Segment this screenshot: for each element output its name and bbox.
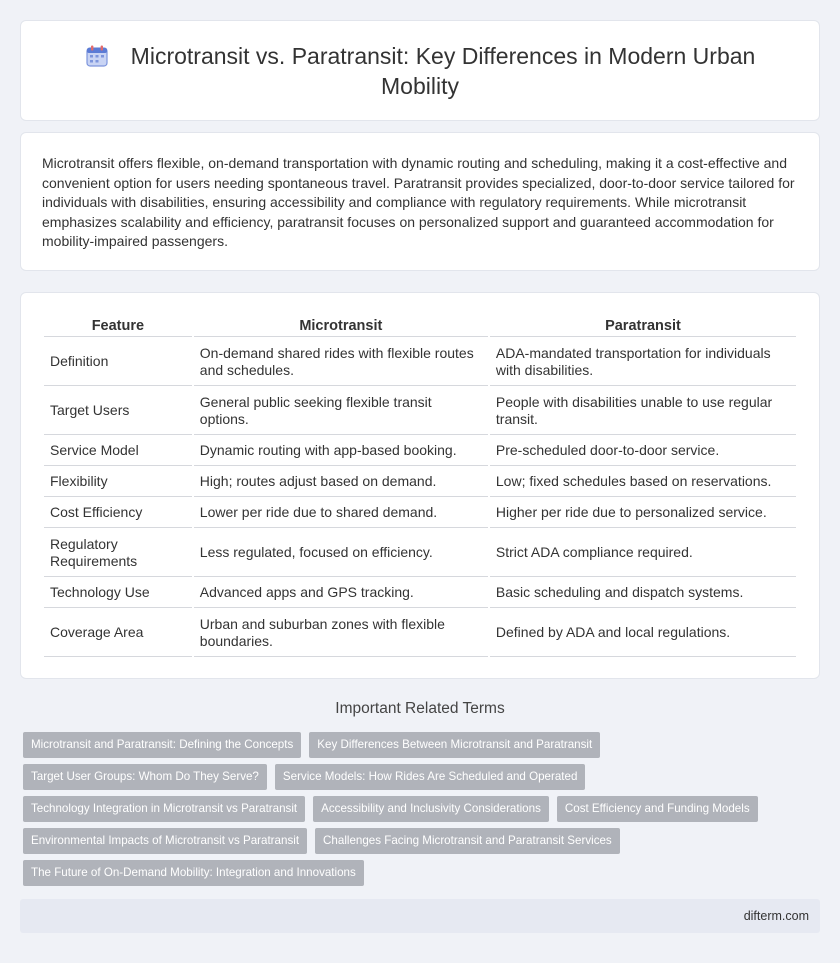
table-row (44, 610, 796, 657)
feature-cell: Definition (44, 339, 192, 386)
microtransit-cell: Urban and suburban zones with flexible boundaries. (194, 610, 488, 657)
tag-row (23, 764, 823, 790)
table-row (44, 437, 796, 466)
paratransit-cell: Basic scheduling and dispatch systems. (490, 579, 796, 608)
microtransit-cell: On-demand shared rides with flexible routes and schedules. (194, 339, 488, 386)
tag-row (23, 828, 823, 854)
related-term-tag[interactable]: Cost Efficiency and Funding Models (557, 796, 758, 822)
table-row (44, 530, 796, 577)
tag-row (23, 796, 823, 822)
related-term-tag[interactable]: Service Models: How Rides Are Scheduled and Operated (275, 764, 586, 790)
related-term-tag[interactable]: Microtransit and Paratransit: Defining the Concepts (23, 732, 301, 758)
comparison-table (42, 313, 798, 659)
footer (20, 899, 820, 933)
paratransit-cell: Low; fixed schedules based on reservations. (490, 468, 796, 497)
table-row (44, 468, 796, 497)
header-card (20, 20, 820, 121)
table-header-row (44, 315, 796, 337)
table-row (44, 388, 796, 435)
footer-site-link[interactable]: difterm.com (743, 909, 809, 923)
table-row (44, 579, 796, 608)
related-term-tag[interactable]: Technology Integration in Microtransit vs Paratransit (23, 796, 305, 822)
summary-card (20, 132, 820, 271)
page-title (61, 41, 779, 101)
microtransit-cell: High; routes adjust based on demand. (194, 468, 488, 497)
comparison-table-card (20, 292, 820, 679)
table-row (44, 499, 796, 528)
summary-text: Microtransit offers flexible, on-demand transportation with dynamic routing and scheduling, making it a cost-effective and convenient option for users needing spontaneous travel. Paratransit provides specialized, door-to-door service tailored for individuals with disabilities, ensuring accessibility and compliance with regulatory requirements. While microtransit emphasizes scalability and efficiency, paratransit focuses on personalized support and guaranteed accommodation for mobility-impaired passengers. (42, 155, 795, 250)
related-term-tag[interactable]: Accessibility and Inclusivity Considerations (313, 796, 549, 822)
microtransit-cell: Dynamic routing with app-based booking. (194, 437, 488, 466)
related-term-tag[interactable]: Environmental Impacts of Microtransit vs Paratransit (23, 828, 307, 854)
paratransit-cell: Pre-scheduled door-to-door service. (490, 437, 796, 466)
paratransit-cell: People with disabilities unable to use regular transit. (490, 388, 796, 435)
table-row (44, 339, 796, 386)
tag-row (23, 860, 823, 886)
feature-cell: Cost Efficiency (44, 499, 192, 528)
feature-cell: Regulatory Requirements (44, 530, 192, 577)
header-microtransit: Microtransit (194, 315, 488, 337)
page-title-text: Microtransit vs. Paratransit: Key Differences in Modern Urban Mobility (130, 42, 756, 99)
related-term-tag[interactable]: Key Differences Between Microtransit and Paratransit (309, 732, 600, 758)
related-terms-heading: Important Related Terms (335, 700, 505, 717)
microtransit-cell: Lower per ride due to shared demand. (194, 499, 488, 528)
header-inner (21, 21, 819, 120)
microtransit-cell: Less regulated, focused on efficiency. (194, 530, 488, 577)
related-term-tag[interactable]: Target User Groups: Whom Do They Serve? (23, 764, 267, 790)
paratransit-cell: ADA-mandated transportation for individuals with disabilities. (490, 339, 796, 386)
tag-row (23, 732, 823, 758)
calendar-icon (85, 44, 109, 68)
feature-cell: Flexibility (44, 468, 192, 497)
header-feature: Feature (44, 315, 192, 337)
feature-cell: Technology Use (44, 579, 192, 608)
feature-cell: Service Model (44, 437, 192, 466)
microtransit-cell: Advanced apps and GPS tracking. (194, 579, 488, 608)
feature-cell: Target Users (44, 388, 192, 435)
paratransit-cell: Defined by ADA and local regulations. (490, 610, 796, 657)
microtransit-cell: General public seeking flexible transit options. (194, 388, 488, 435)
feature-cell: Coverage Area (44, 610, 192, 657)
paratransit-cell: Higher per ride due to personalized service. (490, 499, 796, 528)
related-terms-list (23, 732, 823, 892)
paratransit-cell: Strict ADA compliance required. (490, 530, 796, 577)
header-paratransit: Paratransit (490, 315, 796, 337)
related-term-tag[interactable]: Challenges Facing Microtransit and Paratransit Services (315, 828, 620, 854)
related-term-tag[interactable]: The Future of On-Demand Mobility: Integration and Innovations (23, 860, 364, 886)
